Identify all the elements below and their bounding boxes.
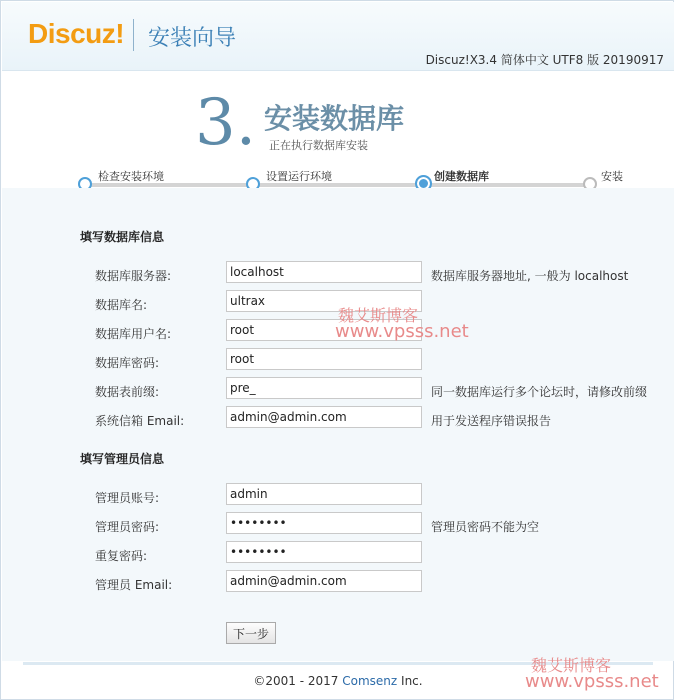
- form-area: [2, 188, 674, 661]
- next-step-button[interactable]: 下一步: [226, 622, 276, 644]
- logo-divider: [133, 19, 134, 51]
- admin-password-label: 管理员密码:: [95, 520, 160, 534]
- header: [2, 2, 674, 70]
- admin-email-label: 管理员 Email:: [95, 578, 173, 592]
- copyright-text: ©2001 - 2017: [253, 674, 343, 688]
- step-title: 安装数据库: [264, 102, 405, 135]
- admin-account-input[interactable]: [226, 483, 422, 505]
- step-subtitle: 正在执行数据库安装: [269, 139, 368, 152]
- admin-section-title: 填写管理员信息: [80, 452, 165, 466]
- progress-steps: [2, 168, 674, 190]
- step-number: 3.: [195, 86, 257, 160]
- copyright-suffix: Inc.: [397, 674, 423, 688]
- comsenz-link[interactable]: Comsenz: [342, 674, 398, 688]
- admin-email-input[interactable]: [226, 570, 422, 592]
- db-host-hint: 数据库服务器地址, 一般为 localhost: [431, 269, 629, 283]
- step-hero: [2, 70, 674, 188]
- step-label-check-env: 检查安装环境: [98, 170, 164, 183]
- wizard-title: 安装向导: [148, 26, 237, 51]
- watermark-url: www.vpsss.net: [525, 671, 659, 692]
- admin-account-label: 管理员账号:: [95, 491, 160, 505]
- discuz-logo: Discuz!: [28, 18, 125, 49]
- admin-password-hint: 管理员密码不能为空: [431, 520, 540, 534]
- step-label-create-db: 创建数据库: [434, 170, 489, 183]
- db-password-label: 数据库密码:: [95, 356, 160, 370]
- watermark-name: 魏艾斯博客: [531, 656, 612, 675]
- watermark-name: 魏艾斯博客: [338, 306, 419, 325]
- repeat-password-label: 重复密码:: [95, 549, 148, 563]
- system-email-input[interactable]: [226, 406, 422, 428]
- db-host-label: 数据库服务器:: [95, 269, 172, 283]
- table-prefix-input[interactable]: [226, 377, 422, 399]
- db-section-title: 填写数据库信息: [80, 230, 165, 244]
- step-label-install: 安装: [601, 170, 623, 183]
- watermark-url: www.vpsss.net: [335, 321, 469, 342]
- repeat-password-input[interactable]: [226, 541, 422, 563]
- system-email-hint: 用于发送程序错误报告: [431, 414, 552, 428]
- version-text: Discuz!X3.4 简体中文 UTF8 版 20190917: [425, 53, 664, 67]
- db-user-label: 数据库用户名:: [95, 327, 172, 341]
- table-prefix-hint: 同一数据库运行多个论坛时，请修改前缀: [431, 385, 648, 399]
- table-prefix-label: 数据表前缀:: [95, 385, 160, 399]
- admin-password-input[interactable]: [226, 512, 422, 534]
- db-host-input[interactable]: [226, 261, 422, 283]
- db-password-input[interactable]: [226, 348, 422, 370]
- db-name-label: 数据库名:: [95, 298, 148, 312]
- step-label-runtime: 设置运行环境: [266, 170, 332, 183]
- system-email-label: 系统信箱 Email:: [95, 414, 185, 428]
